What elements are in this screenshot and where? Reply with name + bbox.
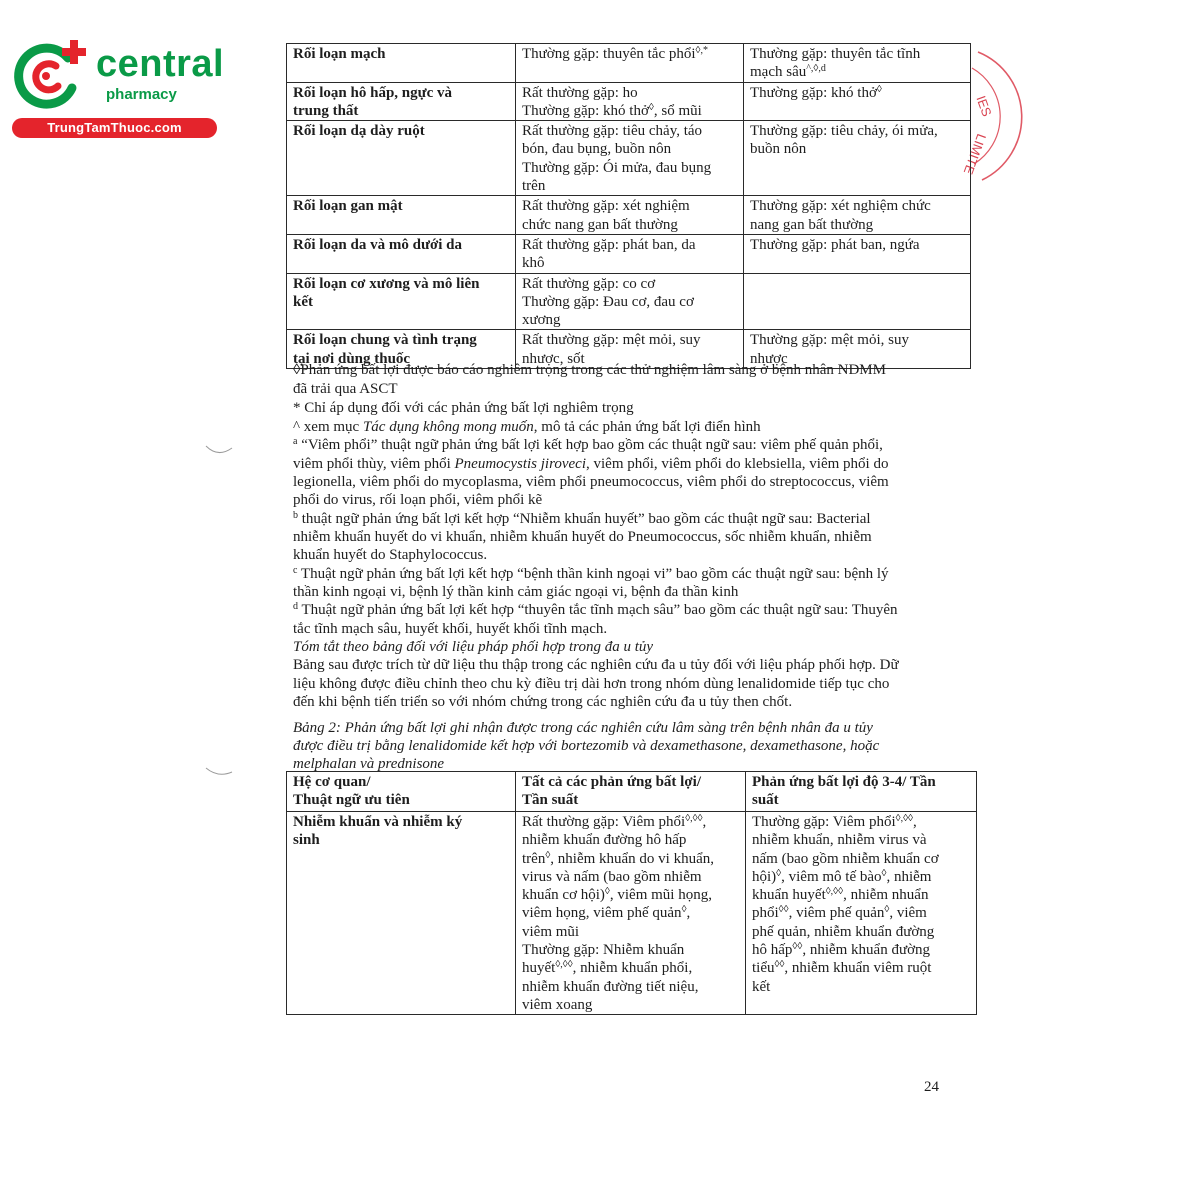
all-reactions-cell: Rất thường gặp: xét nghiệm chức nang gan bất thường: [516, 196, 744, 235]
organ-class-cell: Rối loạn da và mô dưới da: [287, 234, 516, 273]
table-row: [287, 121, 971, 196]
all-reactions-cell: Rất thường gặp: Viêm phổi◊,◊◊, nhiễm khuẩn đường hô hấp trên◊, nhiễm khuẩn do vi khuẩn, virus và nấm (bao gồm nhiễm khuẩn cơ hội)◊, viêm mũi họng, viêm họng, viêm phế quản◊, viêm mũi Thường gặp: Nhiễm khuẩn huyết◊,◊◊, nhiễm khuẩn phổi, nhiễm khuẩn đường tiết niệu, viêm xoang: [516, 812, 746, 1015]
scan-mark-icon: [204, 762, 234, 782]
paragraph-line: đến khi bệnh tiến triển so với nhóm chứng trong các nghiên cứu đa u tủy then chốt.: [293, 694, 793, 710]
logo-website-banner: TrungTamThuoc.com: [12, 118, 217, 138]
footnote-a-cont: phổi do virus, rối loạn phổi, viêm phổi kẽ: [293, 492, 543, 508]
adverse-reactions-table-continued: [286, 43, 971, 369]
all-reactions-cell: Rất thường gặp: co cơ Thường gặp: Đau cơ, đau cơ xương: [516, 273, 744, 330]
stamp-text-bottom: LIMITE: [960, 131, 990, 177]
grade-3-4-cell: Thường gặp: Viêm phổi◊,◊◊, nhiễm khuẩn, nhiễm virus và nấm (bao gồm nhiễm khuẩn cơ hội)◊, viêm mô tế bào◊, nhiễm khuẩn huyết◊,◊◊, nhiễm nhuẩn phổi◊◊, viêm phế quản◊, viêm phế quản, nhiễm khuẩn đường hô hấp◊◊, nhiễm khuẩn đường tiểu◊◊, nhiễm khuẩn viêm ruột kết: [746, 812, 977, 1015]
paragraph-line: liệu không được điều chỉnh theo chu kỳ điều trị dài hơn trong nhóm dùng lenalidomide tiếp tục cho: [293, 676, 890, 692]
table-caption: melphalan và prednisone: [293, 756, 445, 772]
organ-class-cell: Rối loạn dạ dày ruột: [287, 121, 516, 196]
logo-subtitle: pharmacy: [106, 86, 177, 103]
all-reactions-cell: Rất thường gặp: mệt mỏi, suy nhược, sốt: [516, 330, 744, 369]
organ-class-cell: Rối loạn gan mật: [287, 196, 516, 235]
footnote-b-cont: nhiễm khuẩn huyết do vi khuẩn, nhiễm khuẩn huyết do Pneumococcus, sốc nhiễm khuẩn, nhiễm: [293, 529, 872, 545]
logo-brand-name: central: [96, 43, 225, 85]
table-row: [287, 273, 971, 330]
footnote-c-cont: thần kinh ngoại vi, bệnh lý thần kinh cảm giác ngoại vi, bệnh đa thần kinh: [293, 584, 739, 600]
footnote-a-cont: legionella, viêm phổi do mycoplasma, viêm phổi pneumococcus, viêm phổi do streptococcus, viêm: [293, 474, 889, 490]
footnote-a: $^a$ “Viêm phổi” thuật ngữ phản ứng bất lợi kết hợp bao gồm các thuật ngữ sau: viêm phế quản phổi,: [293, 436, 883, 453]
paragraph-line: Bảng sau được trích từ dữ liệu thu thập trong các nghiên cứu đa u tủy đối với liệu pháp phối hợp. Dữ: [293, 657, 899, 673]
header-grade-3-4: Phản ứng bất lợi độ 3-4/ Tần suất: [746, 772, 977, 812]
footnote-caret: ^ xem mục Tác dụng không mong muốn, mô tả các phản ứng bất lợi điển hình: [293, 419, 761, 435]
all-reactions-cell: Rất thường gặp: tiêu chảy, táo bón, đau bụng, buồn nôn Thường gặp: Ói mửa, đau bụng trên: [516, 121, 744, 196]
table-header-row: [287, 772, 977, 812]
stamp-text-top: IES: [973, 93, 995, 119]
organ-class-cell: Nhiễm khuẩn và nhiễm ký sinh: [287, 812, 516, 1015]
header-organ-class: Hệ cơ quan/ Thuật ngữ ưu tiên: [287, 772, 516, 812]
combination-therapy-adverse-reactions-table: [286, 771, 977, 1015]
grade-3-4-cell: Thường gặp: thuyên tắc tĩnh mạch sâu$^{\^{},◊,d}$: [744, 44, 971, 83]
company-stamp-icon: [960, 46, 1018, 186]
footnote-asterisk: * Chỉ áp dụng đối với các phản ứng bất lợi nghiêm trọng: [293, 400, 634, 416]
table-caption: được điều trị bằng lenalidomide kết hợp với bortezomib và dexamethasone, dexamethasone, hoặc: [293, 738, 880, 754]
page-number: 24: [924, 1079, 939, 1095]
organ-class-cell: Rối loạn hô hấp, ngực và trung thất: [287, 82, 516, 121]
grade-3-4-cell: Thường gặp: mệt mỏi, suy nhược: [744, 330, 971, 369]
central-pharmacy-logo-mark-icon: [10, 36, 90, 116]
footnote-diamond: ◊Phản ứng bất lợi được báo cáo nghiêm trọng trong các thử nghiệm lâm sàng ở bệnh nhân NDMM: [293, 362, 886, 378]
table-row: [287, 196, 971, 235]
organ-class-cell: Rối loạn cơ xương và mô liên kết: [287, 273, 516, 330]
grade-3-4-cell: Thường gặp: khó thở◊: [744, 82, 971, 121]
footnote-a-cont: viêm phổi thùy, viêm phổi Pneumocystis jiroveci, viêm phổi, viêm phổi do klebsiella, viêm phổi do: [293, 456, 889, 472]
footnote-b-cont: khuẩn huyết do Staphylococcus.: [293, 547, 488, 563]
grade-3-4-cell: [744, 273, 971, 330]
footnote-b: $^b$ thuật ngữ phản ứng bất lợi kết hợp “Nhiễm khuẩn huyết” bao gồm các thuật ngữ sau: Bacterial: [293, 510, 871, 527]
organ-class-cell: Rối loạn chung và tình trạng tại nơi dùng thuốc: [287, 330, 516, 369]
header-all-reactions: Tất cả các phản ứng bất lợi/ Tần suất: [516, 772, 746, 812]
table-caption: Bảng 2: Phản ứng bất lợi ghi nhận được trong các nghiên cứu lâm sàng trên bệnh nhân đa u tủy: [293, 720, 873, 736]
table-row: [287, 44, 971, 83]
footnote-c: $^c$ Thuật ngữ phản ứng bất lợi kết hợp “bệnh thần kinh ngoại vi” bao gồm các thuật ngữ sau: bệnh lý: [293, 565, 889, 582]
grade-3-4-cell: Thường gặp: tiêu chảy, ói mửa, buồn nôn: [744, 121, 971, 196]
table-row: [287, 82, 971, 121]
scan-mark-icon: [204, 440, 234, 460]
organ-class-cell: Rối loạn mạch: [287, 44, 516, 83]
all-reactions-cell: Thường gặp: thuyên tắc phổi◊,*: [516, 44, 744, 83]
grade-3-4-cell: Thường gặp: xét nghiệm chức nang gan bất thường: [744, 196, 971, 235]
grade-3-4-cell: Thường gặp: phát ban, ngứa: [744, 234, 971, 273]
all-reactions-cell: Rất thường gặp: phát ban, da khô: [516, 234, 744, 273]
footnote-d-cont: tắc tĩnh mạch sâu, huyết khối, huyết khối tĩnh mạch.: [293, 621, 608, 637]
table-row: [287, 234, 971, 273]
section-heading: Tóm tắt theo bảng đối với liệu pháp phối hợp trong đa u tủy: [293, 639, 654, 655]
footnote-d: $^d$ Thuật ngữ phản ứng bất lợi kết hợp “thuyên tắc tĩnh mạch sâu” bao gồm các thuật ngữ sau: Thuyên: [293, 601, 898, 618]
table-row: [287, 812, 977, 1015]
footnote-diamond-cont: đã trải qua ASCT: [293, 381, 398, 397]
all-reactions-cell: Rất thường gặp: ho Thường gặp: khó thở◊, sổ mũi: [516, 82, 744, 121]
central-pharmacy-logo: [10, 36, 225, 140]
